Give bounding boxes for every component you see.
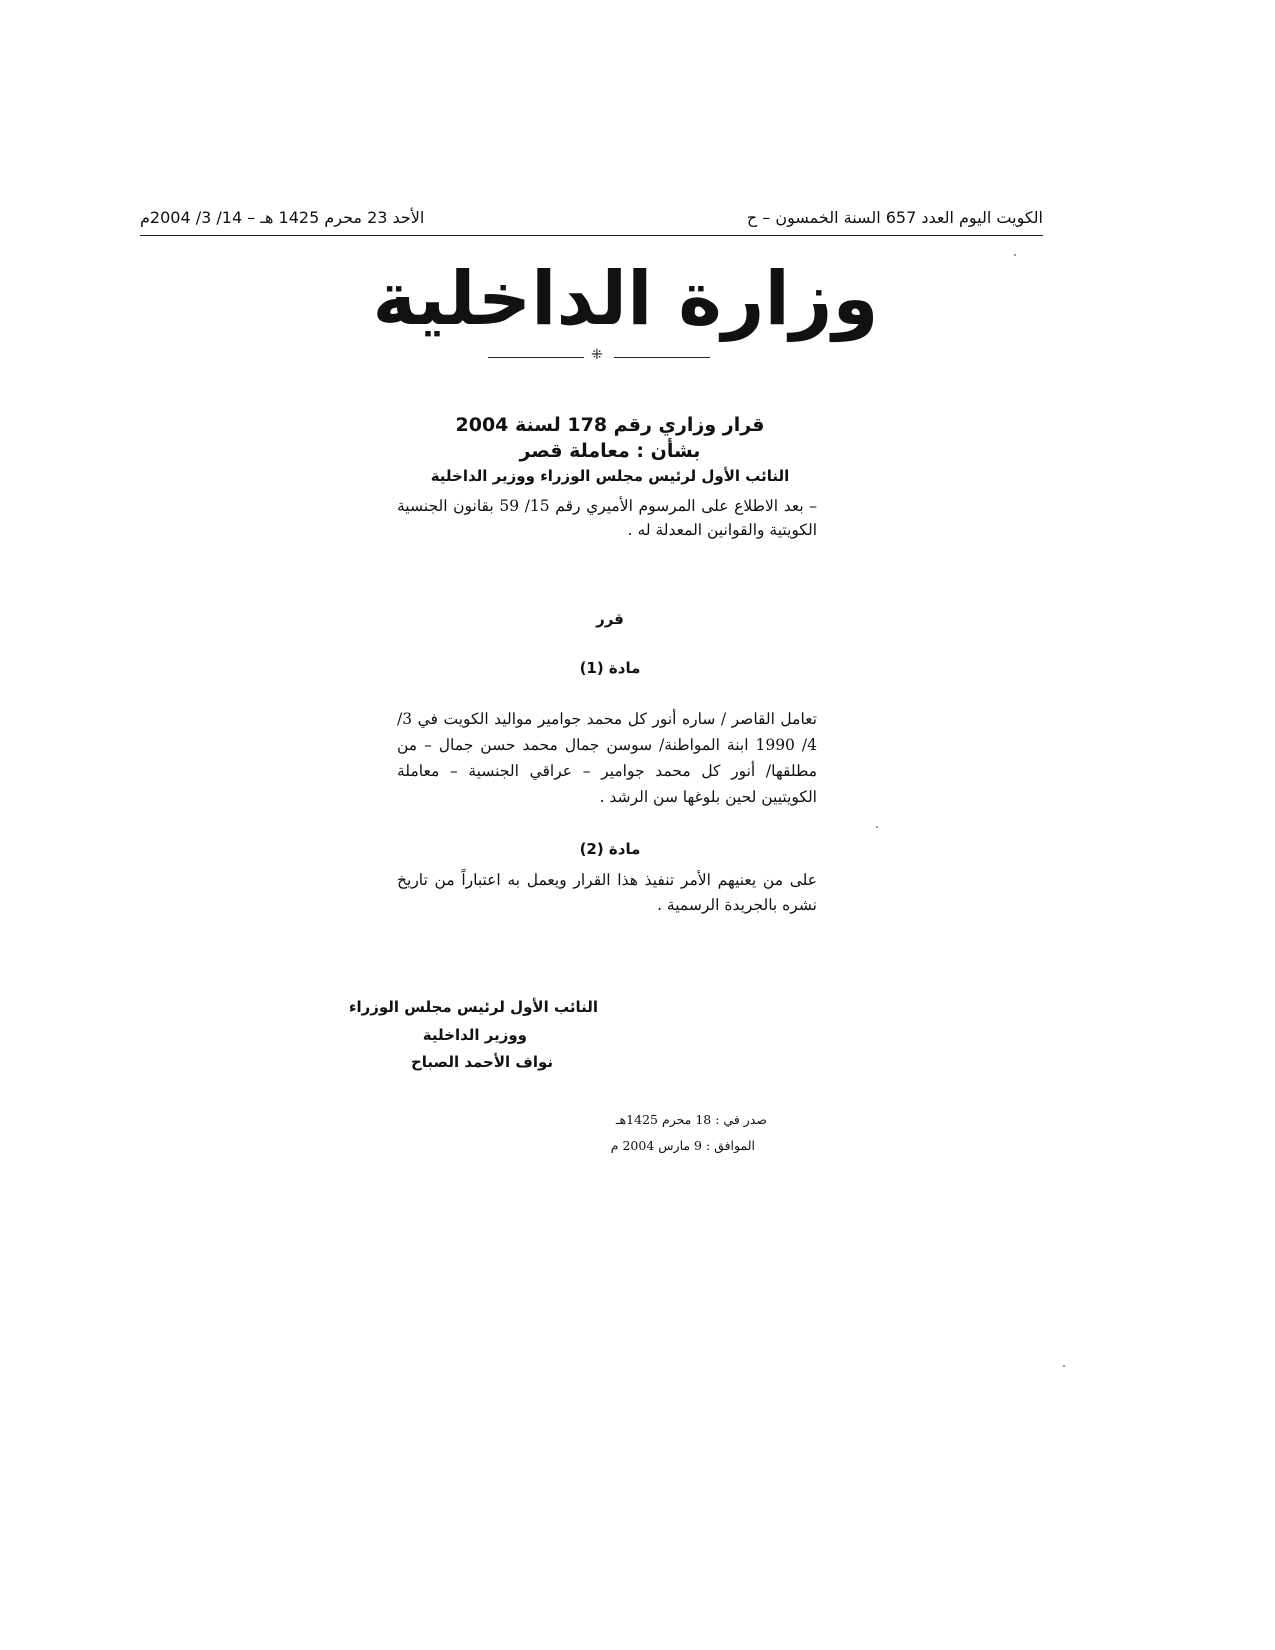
title-ornament [488, 347, 710, 363]
article-2-text: على من يعنيهم الأمر تنفيذ هذا القرار ويعمل به اعتباراً من تاريخ نشره بالجريدة الرسمية . [397, 871, 817, 914]
issued-date-hijri: صدر في : 18 محرم 1425هـ [615, 1112, 767, 1127]
decision-title: قرار وزاري رقم 178 لسنة 2004 [455, 414, 765, 436]
signatory-role: ووزير الداخلية [422, 1026, 527, 1044]
issued-date-gregorian: الموافق : 9 مارس 2004 م [610, 1138, 755, 1153]
header-rule [140, 235, 1043, 236]
signatory-title: النائب الأول لرئيس مجلس الوزراء [348, 998, 598, 1016]
ornament-line-right [614, 357, 710, 358]
gazette-issue-header: الكويت اليوم العدد 657 السنة الخمسون – ح [746, 208, 1043, 227]
decided-label: قرر [596, 610, 624, 628]
ornament-line-left [488, 357, 584, 358]
article-1-text: تعامل القاصر / ساره أنور كل محمد جوامير مواليد الكويت في 3/ 4/ 1990 ابنة المواطنة/ سوسن جمال محمد حسن جمال – من مطلقها/ أنور كل محمد جوامير – عراقي الجنسية – معاملة الكويتيين لحين بلوغها سن الرشد . [397, 710, 817, 806]
scan-speck [876, 826, 878, 828]
decision-preamble: – بعد الاطلاع على المرسوم الأميري رقم 15/ 59 بقانون الجنسية الكويتية والقوانين المعدلة له . [397, 497, 817, 539]
article-1-heading: مادة (1) [579, 659, 641, 677]
article-2-heading: مادة (2) [579, 840, 641, 858]
ministry-title: وزارة الداخلية [372, 256, 879, 342]
scan-speck [1014, 254, 1016, 256]
gazette-date-header: الأحد 23 محرم 1425 هـ – 14/ 3/ 2004م [140, 208, 425, 227]
signatory-name: نواف الأحمد الصباح [410, 1053, 553, 1071]
decision-issuer: النائب الأول لرئيس مجلس الوزراء ووزير الداخلية [430, 467, 790, 485]
scan-speck [1063, 1365, 1065, 1367]
ornament-star-icon: ⁜ [591, 347, 603, 363]
decision-subject: بشأن : معاملة قصر [519, 440, 701, 462]
